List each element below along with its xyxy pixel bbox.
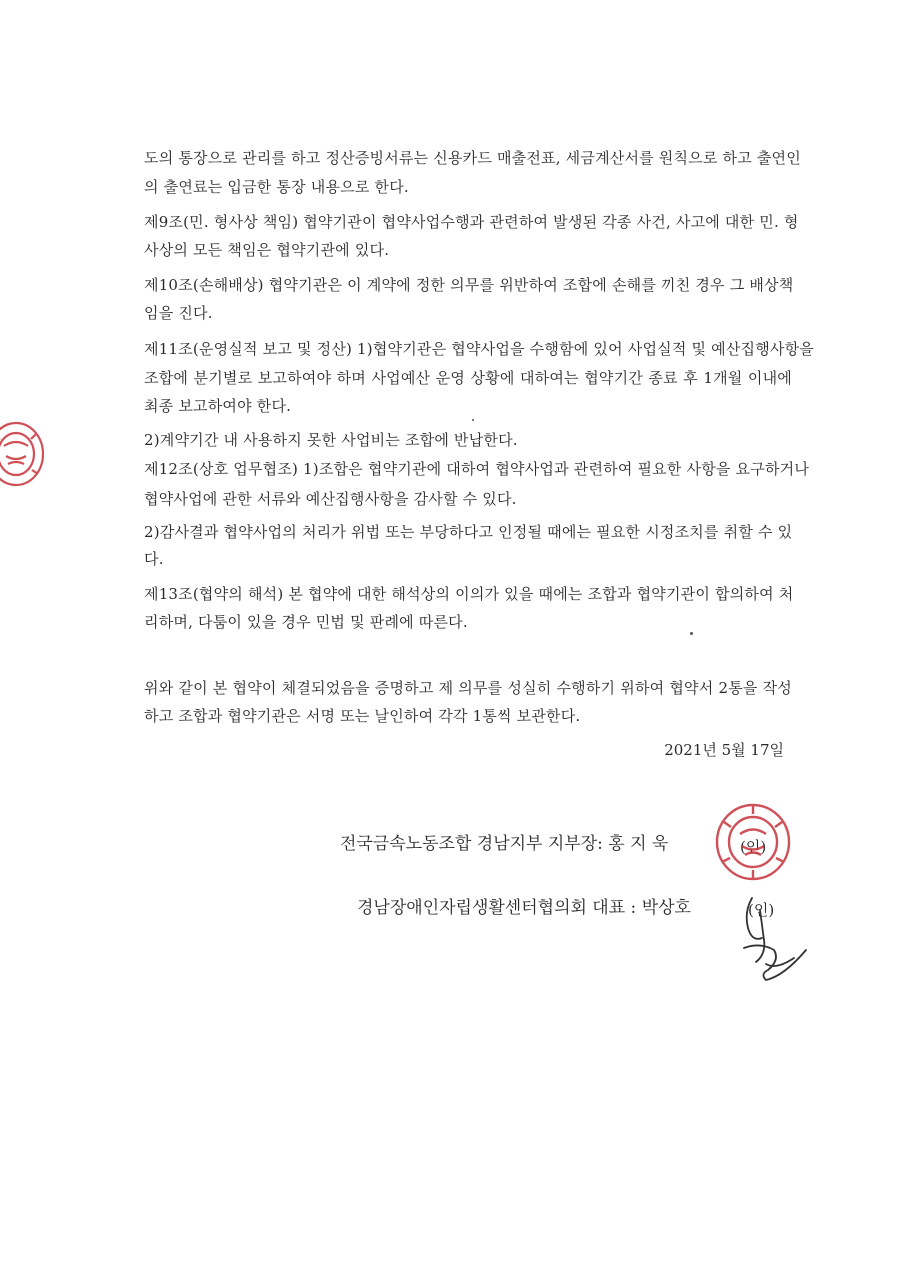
body-line: 협약사업에 관한 서류와 예산집행사항을 감사할 수 있다.	[144, 490, 517, 508]
article-13: 제13조(협약의 해석) 본 협약에 대한 해석상의 이의가 있을 때에는 조합과 협약기관이 합의하여 처	[144, 585, 794, 603]
article-9: 제9조(민. 형사상 책임) 협약기관이 협약사업수행과 관련하여 발생된 각종 사건, 사고에 대한 민. 형	[144, 213, 799, 231]
body-line: 다.	[144, 550, 164, 568]
union-signature-line: 전국금속노동조합 경남지부 지부장: 홍 지 욱	[340, 834, 669, 854]
council-signature-line: 경남장애인자립생활센터협의회 대표 : 박상호	[357, 898, 691, 918]
article-10: 제10조(손해배상) 협약기관은 이 계약에 정한 의무를 위반하여 조합에 손해를 끼친 경우 그 배상책	[144, 276, 794, 294]
body-line: 하고 조합과 협약기관은 서명 또는 날인하여 각각 1통씩 보관한다.	[144, 707, 581, 725]
article-11: 제11조(운영실적 보고 및 정산) 1)협약기관은 협약사업을 수행함에 있어 사업실적 및 예산집행사항을	[144, 340, 814, 358]
handwritten-signature-icon	[730, 890, 810, 985]
scan-speck	[472, 419, 474, 421]
council-seal-mark: (인)	[748, 901, 775, 919]
scan-speck	[690, 632, 693, 635]
body-line: 최종 보고하여야 한다.	[144, 397, 292, 415]
contract-date: 2021년 5월 17일	[664, 741, 784, 759]
body-line: 사상의 모든 책임은 협약기관에 있다.	[144, 241, 390, 259]
article-12: 제12조(상호 업무협조) 1)조합은 협약기관에 대하여 협약사업과 관련하여 필요한 사항을 요구하거나	[144, 460, 810, 478]
body-line: 2)계약기간 내 사용하지 못한 사업비는 조합에 반납한다.	[144, 431, 518, 449]
left-margin-seal-icon	[0, 416, 56, 492]
union-seal-icon	[712, 800, 794, 884]
body-line: 조합에 분기별로 보고하여야 하며 사업예산 운영 상황에 대하여는 협약기간 종료 후 1개월 이내에	[144, 369, 792, 387]
body-line: 도의 통장으로 관리를 하고 정산증빙서류는 신용카드 매출전표, 세금계산서를 원칙으로 하고 출연인	[144, 149, 801, 167]
body-line: 2)감사결과 협약사업의 처리가 위법 또는 부당하다고 인정될 때에는 필요한 시정조치를 취할 수 있	[144, 523, 793, 541]
body-line: 의 출연료는 입금한 통장 내용으로 한다.	[144, 178, 409, 196]
union-seal-mark: (인)	[740, 838, 767, 856]
body-line: 리하며, 다툼이 있을 경우 민법 및 판례에 따른다.	[144, 613, 468, 631]
closing-paragraph: 위와 같이 본 협약이 체결되었음을 증명하고 제 의무를 성실히 수행하기 위하여 협약서 2통을 작성	[144, 679, 792, 697]
body-line: 임을 진다.	[144, 304, 213, 322]
